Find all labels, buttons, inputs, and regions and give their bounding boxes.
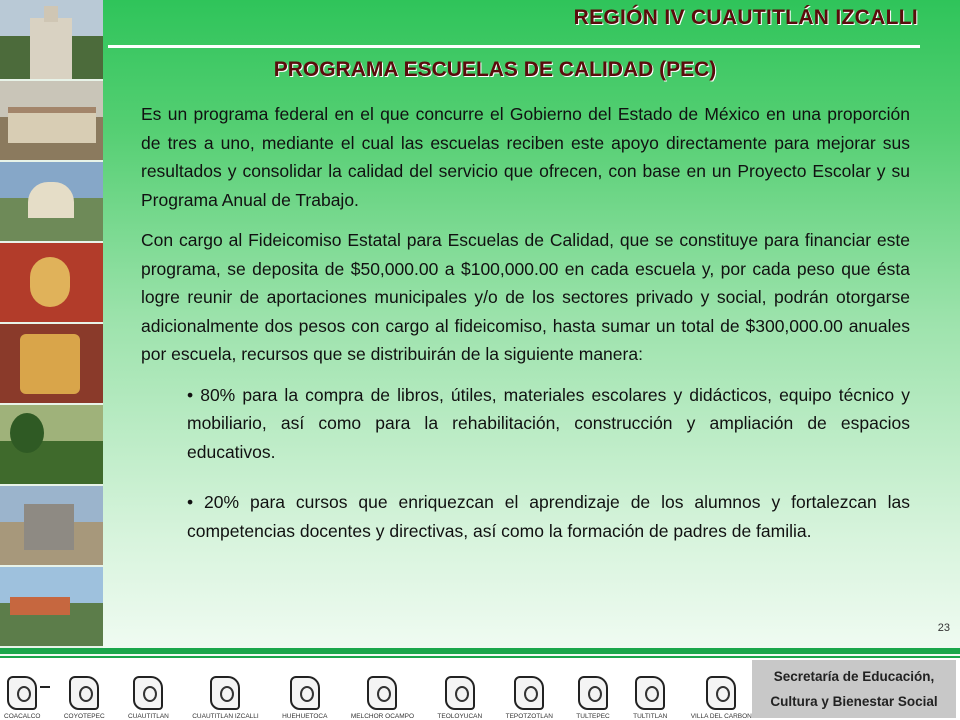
footer-bar [0,648,960,654]
glyph-label: MELCHOR OCAMPO [350,713,415,720]
glyph-label: TULTITLAN [633,713,668,720]
glyph-melchor-ocampo [351,676,414,720]
photo-altar-2 [0,324,103,405]
photo-town [0,567,103,648]
program-title: PROGRAMA ESCUELAS DE CALIDAD (PEC) [273,58,717,81]
glyph-label: TEOLOYUCAN [437,713,483,720]
header-divider [108,45,920,48]
glyph-huehuetoca [282,676,327,720]
glyph-icon [69,676,99,710]
glyph-label: TULTEPEC [576,713,610,720]
distribution-list [141,381,910,546]
photo-altar-1 [0,243,103,324]
secretaria-badge [752,660,956,718]
glyph-tultitlan [633,676,667,720]
secretaria-line-2: Cultura y Bienestar Social [770,694,938,709]
footer [0,658,960,720]
paragraph: Con cargo al Fideicomiso Estatal para Escuelas de Calidad, que se constituye para financiar este programa, se deposita de $50,000.00 a $100,000.00 en cada escuela y, por cada peso que ésta logre reunir de aportaciones municipales y/o de los sectores privado y social, podrán otorgarse adicionalmente dos pesos con cargo al fideicomiso, hasta sumar un total de $300,000.00 anuales por escuela, recursos que se distribuirán de la siguiente manera: [141,230,910,364]
glyph-label: COACALCO [4,713,41,720]
photo-kiosk [0,162,103,243]
glyph-villa-del-carbon [691,676,752,720]
secretaria-line-1: Secretaría de Educación, [773,669,935,684]
photo-church [0,0,103,81]
glyph-cuautitlan [128,676,169,720]
glyph-label: TEPOTZOTLAN [505,713,553,720]
region-title: REGIÓN IV CUAUTITLÁN IZCALLI [573,6,918,29]
glyph-label: CUAUTITLAN IZCALLI [192,713,259,720]
glyph-tultepec [576,676,609,720]
glyph-label: COYOTEPEC [63,713,105,720]
list-item: • 20% para cursos que enriquezcan el aprendizaje de los alumnos y fortalezcan las competencias docentes y directivas, así como la formación de padres de familia. [187,492,910,541]
page-number: 23 [937,622,950,634]
list-item: • 80% para la compra de libros, útiles, materiales escolares y didácticos, equipo técnico y mobiliario, así como para la rehabilitación, construcción y ampliación de espacios educativos. [187,384,910,462]
glyph-coyotepec [64,676,105,720]
glyph-icon [578,676,608,710]
glyph-label: HUEHUETOCA [282,713,328,720]
glyph-label: CUAUTITLAN [128,713,169,720]
paragraph: Es un programa federal en el que concurre el Gobierno del Estado de México en una proporción de tres a uno, mediante el cual las escuelas reciben este apoyo directamente para mejorar sus resultados y consolidar la calidad del servicio que ofrecen, con base en un Proyecto Escolar y su Programa Anual de Trabajo. [141,104,910,210]
photo-strip [0,0,103,648]
glyph-icon [367,676,397,710]
glyph-cuautitlan-izcalli [192,676,258,720]
glyph-tepotzotlan [506,676,553,720]
glyph-icon [7,676,37,710]
photo-ruins [0,486,103,567]
glyph-teoloyucan [437,676,482,720]
municipality-glyphs [4,662,752,720]
glyph-icon [210,676,240,710]
photo-arcade [0,81,103,162]
glyph-label: VILLA DEL CARBON [690,713,752,720]
photo-garden [0,405,103,486]
glyph-icon [290,676,320,710]
glyph-icon [133,676,163,710]
glyph-coacalco [4,676,40,720]
program-description [141,100,910,567]
glyph-icon [635,676,665,710]
glyph-icon [514,676,544,710]
glyph-icon [445,676,475,710]
glyph-icon [706,676,736,710]
